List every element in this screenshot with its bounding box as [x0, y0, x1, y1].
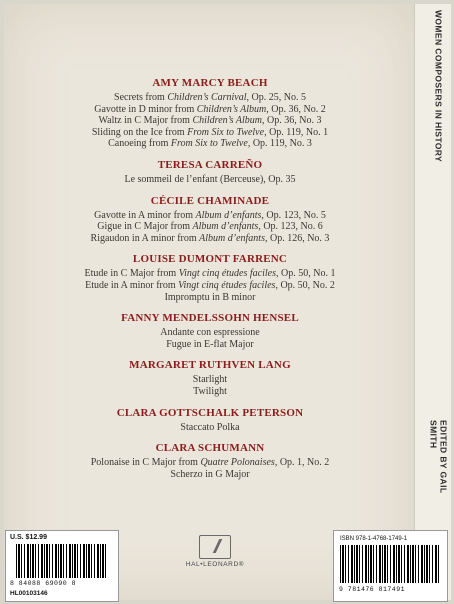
piece-text-pre: Gigue in C Major from	[97, 221, 193, 233]
composer-name: CÉCILE CHAMINADE	[150, 194, 270, 207]
piece-text-it: Vingt cinq études faciles	[178, 268, 276, 280]
contents-list	[20, 76, 400, 488]
piece-title	[20, 292, 400, 304]
price-barcode-tag	[5, 530, 119, 602]
isbn-label: ISBN 978-1-4768-1749-1	[340, 536, 408, 542]
piece-text-pre: Fugue in E-flat Major	[166, 338, 254, 350]
upc-barcode	[16, 544, 108, 578]
upc-digits: 8 84088 69090 8	[10, 580, 77, 587]
piece-text-pre: Etude in A minor from	[85, 279, 179, 291]
piece-title	[20, 104, 400, 116]
composer-name: TERESA CARREÑO	[157, 158, 263, 171]
piece-text-it: From Six to Twelve	[187, 126, 265, 138]
piece-text-post: , Op. 119, No. 1	[264, 126, 329, 138]
piece-title	[20, 210, 400, 222]
piece-text-pre: Le sommeil de l’enfant (Berceuse), Op. 35	[124, 173, 296, 185]
composer-section	[20, 252, 400, 303]
piece-text-pre: Starlight	[192, 374, 228, 386]
piece-text-it: Children’s Album	[192, 115, 262, 127]
spine-editor: EDITED BY GAIL SMITH	[428, 420, 449, 494]
piece-text-pre: Gavotte in D minor from	[94, 103, 197, 115]
composer-section	[20, 311, 400, 350]
piece-text-post: , Op. 123, No. 5	[261, 209, 326, 221]
piece-title	[20, 127, 400, 139]
isbn-digits: 9 781476 817491	[339, 586, 406, 593]
piece-text-pre: Twilight	[193, 385, 227, 397]
composer-section	[20, 194, 400, 245]
piece-title	[20, 457, 400, 469]
composer-section	[20, 158, 400, 186]
piece-text-post: , Op. 1, No. 2	[274, 457, 330, 469]
piece-title	[20, 268, 400, 280]
piece-text-it: Vingt cinq études faciles	[178, 279, 276, 291]
piece-text-post: , Op. 36, No. 2	[266, 103, 326, 115]
composer-section	[20, 441, 400, 480]
composer-section	[20, 406, 400, 434]
piece-title	[20, 92, 400, 104]
piece-title	[20, 327, 400, 339]
piece-title	[20, 386, 400, 398]
piece-title	[20, 469, 400, 481]
spine-title: WOMEN COMPOSERS IN HISTORY	[433, 10, 444, 163]
composer-name: LOUISE DUMONT FARRENC	[132, 253, 288, 266]
hal-leonard-logo-icon	[199, 535, 231, 559]
piece-text-pre: Scherzo in G Major	[170, 468, 250, 480]
piece-text-it: Quatre Polonaises	[200, 457, 275, 469]
piece-text-post: , Op. 36, No. 3	[262, 115, 322, 127]
piece-text-pre: Staccato Polka	[180, 421, 240, 433]
piece-text-it: Album d’enfants	[192, 221, 259, 233]
piece-text-post: , Op. 126, No. 3	[264, 232, 330, 244]
piece-text-pre: Secrets from	[114, 92, 168, 103]
piece-text-pre: Andante con espressione	[160, 327, 260, 339]
price-label: U.S. $12.99	[10, 534, 47, 541]
piece-text-pre: Canoeing from	[108, 138, 171, 150]
isbn-barcode-tag	[333, 530, 448, 602]
piece-text-pre: Polonaise in C Major from	[90, 457, 201, 469]
piece-text-pre: Rigaudon in A minor from	[90, 232, 200, 244]
piece-text-post: , Op. 119, No. 3	[247, 138, 312, 150]
piece-text-it: From Six to Twelve	[170, 138, 248, 150]
isbn-barcode	[340, 545, 440, 583]
piece-text-pre: Sliding on the Ice from	[91, 126, 188, 138]
piece-text-pre: Gavotte in A minor from	[94, 209, 196, 221]
composer-section	[20, 358, 400, 397]
piece-title	[20, 115, 400, 127]
piece-title	[20, 138, 400, 150]
composer-name: CLARA GOTTSCHALK PETERSON	[116, 406, 304, 419]
piece-text-pre: Impromptu in B minor	[164, 291, 256, 303]
piece-text-pre: Etude in C Major from	[84, 268, 179, 280]
piece-text-post: , Op. 50, No. 1	[276, 268, 336, 280]
composer-name: AMY MARCY BEACH	[152, 77, 268, 89]
piece-text-post: , Op. 50, No. 2	[275, 279, 335, 291]
piece-title	[20, 174, 400, 186]
publisher-name: HAL•LEONARD®	[185, 561, 245, 568]
composer-name: FANNY MENDELSSOHN HENSEL	[121, 312, 299, 325]
piece-text-post: , Op. 123, No. 6	[258, 221, 323, 233]
piece-text-post: , Op. 25, No. 5	[246, 92, 306, 103]
piece-text-pre: Waltz in C Major from	[98, 115, 193, 127]
composer-name: CLARA SCHUMANN	[155, 442, 265, 455]
piece-title	[20, 422, 400, 434]
piece-title	[20, 339, 400, 351]
piece-text-it: Children’s Album	[196, 103, 267, 115]
piece-title	[20, 374, 400, 386]
piece-title	[20, 221, 400, 233]
piece-title	[20, 280, 400, 292]
piece-text-it: Album d’enfants	[199, 232, 265, 244]
composer-section	[20, 76, 400, 150]
publisher-logo	[180, 535, 250, 568]
item-code: HL00103146	[10, 590, 48, 597]
piece-text-it: Album d’enfants	[195, 209, 262, 221]
piece-title	[20, 233, 400, 245]
piece-text-it: Children’s Carnival	[167, 92, 247, 103]
composer-name: MARGARET RUTHVEN LANG	[129, 359, 291, 372]
